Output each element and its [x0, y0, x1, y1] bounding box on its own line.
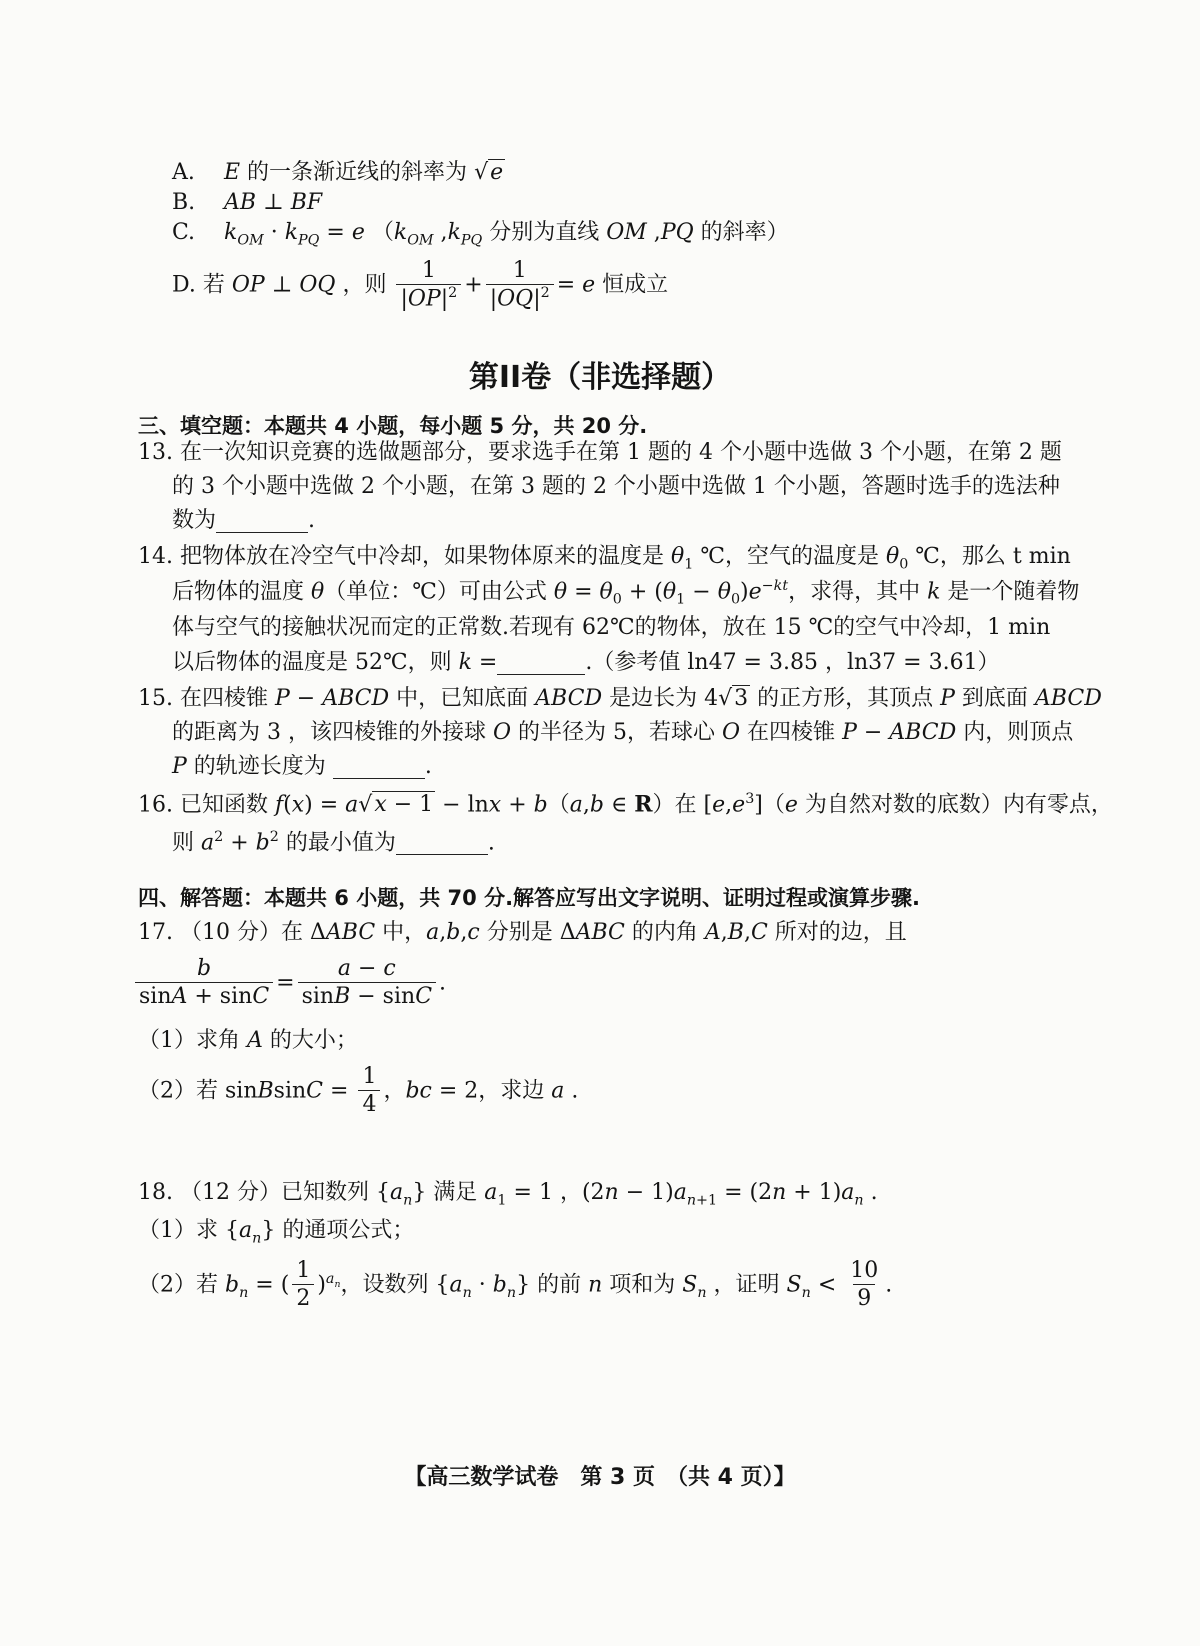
q17-line1: 17. （10 分）在 ΔABC 中，a,b,c 分别是 ΔABC 的内角 A,B,C 所对的边，且 [138, 920, 907, 945]
section-solutions: 四、解答题：本题共 6 小题，共 70 分.解答应写出文字说明、证明过程或演算步骤. [138, 886, 921, 910]
part-title: 第II卷（非选择题） [468, 360, 732, 395]
q16-line2: 则 $a^2 + b^2$ 的最小值为 . [172, 829, 495, 856]
option-b: B. AB ⊥ BF [172, 190, 323, 215]
q13-line2: 的 3 个小题中选做 2 个小题，在第 3 题的 2 个小题中选做 1 个小题，答题时选手的选法种 [172, 474, 1060, 499]
q17-part1: （1）求角 A 的大小； [138, 1028, 358, 1053]
q14-line2: 后物体的温度 θ（单位：℃）可由公式 $\theta = \theta_0 + (\theta_1 - \theta_0)e^{-kt}$，求得，其中 k 是一个随着物 [172, 578, 1080, 608]
q18-part1: （1）求 $\{a_n\}$ 的通项公式； [138, 1218, 415, 1247]
q15-line3: P 的轨迹长度为 . [172, 754, 432, 779]
q13-line1: 13. 在一次知识竞赛的选做题部分，要求选手在第 1 题的 4 个小题中选做 3 个小题，在第 2 题 [138, 440, 1062, 465]
q14-line3: 体与空气的接触状况而定的正常数.若现有 62℃的物体，放在 15 ℃的空气中冷却，1 min [172, 615, 1051, 640]
option-c: C. $k_{OM} \cdot k_{PQ} = e$ （$k_{OM}$ $,k_{PQ}$ 分别为直线 OM ,PQ 的斜率） [172, 220, 789, 249]
q17-part2: （2）若 sinBsinC = $\frac{1}{4}$ ，bc = 2，求边 a . [138, 1064, 579, 1118]
option-a: A. E 的一条渐近线的斜率为 √e [172, 160, 504, 185]
q17-equation: $\frac{b}{\sin A + \sin C}$ = $\frac{a - c}{\sin B - \sin C}$ . [132, 956, 446, 1011]
section-fill-in: 三、填空题：本题共 4 小题，每小题 5 分，共 20 分. [138, 414, 648, 438]
option-d: D. 若 OP ⊥ OQ ，则 $\frac{1}{|OP|^2}$ + $\frac{1}{|OQ|^2}$ = e 恒成立 [172, 258, 669, 312]
q14-line1: 14. 把物体放在冷空气中冷却，如果物体原来的温度是 $\theta_1$ ℃，空气的温度是 $\theta_0$ ℃，那么 t min [138, 544, 1071, 573]
q15-line1: 15. 在四棱锥 P − ABCD 中，已知底面 ABCD 是边长为 4√3 的正方形，其顶点 P 到底面 ABCD [138, 686, 1102, 711]
q13-line3: 数为 . [172, 508, 316, 533]
q18-line1: 18. （12 分）已知数列 $\{a_n\}$ 满足 $a_1 = 1$ ，$(2n - 1)a_{n+1} = (2n + 1)a_n$ . [138, 1180, 878, 1209]
q16-line1: 16. 已知函数 f(x) = a√x − 1 − lnx + b（a,b ∈ R）在 $[e,e^3](e$ 为自然对数的底数）内有零点， [138, 791, 1113, 818]
q15-line2: 的距离为 3 ，该四棱锥的外接球 O 的半径为 5，若球心 O 在四棱锥 P − ABCD 内，则顶点 [172, 720, 1074, 745]
q18-part2: （2）若 $b_n$ = ( $\frac{1}{2}$ )$^{a_n}$，设数列 $\{a_n \cdot b_n\}$ 的前 n 项和为 $S_n$ ，证明 $S_n$ < $\frac{10}{9}$ . [138, 1258, 893, 1312]
q14-line4: 以后物体的温度是 52℃，则 k = .（参考值 ln47 = 3.85 ，ln37 = 3.61） [172, 650, 1000, 675]
page-footer: 【高三数学试卷 第 3 页 （共 4 页）】 [404, 1465, 796, 1490]
